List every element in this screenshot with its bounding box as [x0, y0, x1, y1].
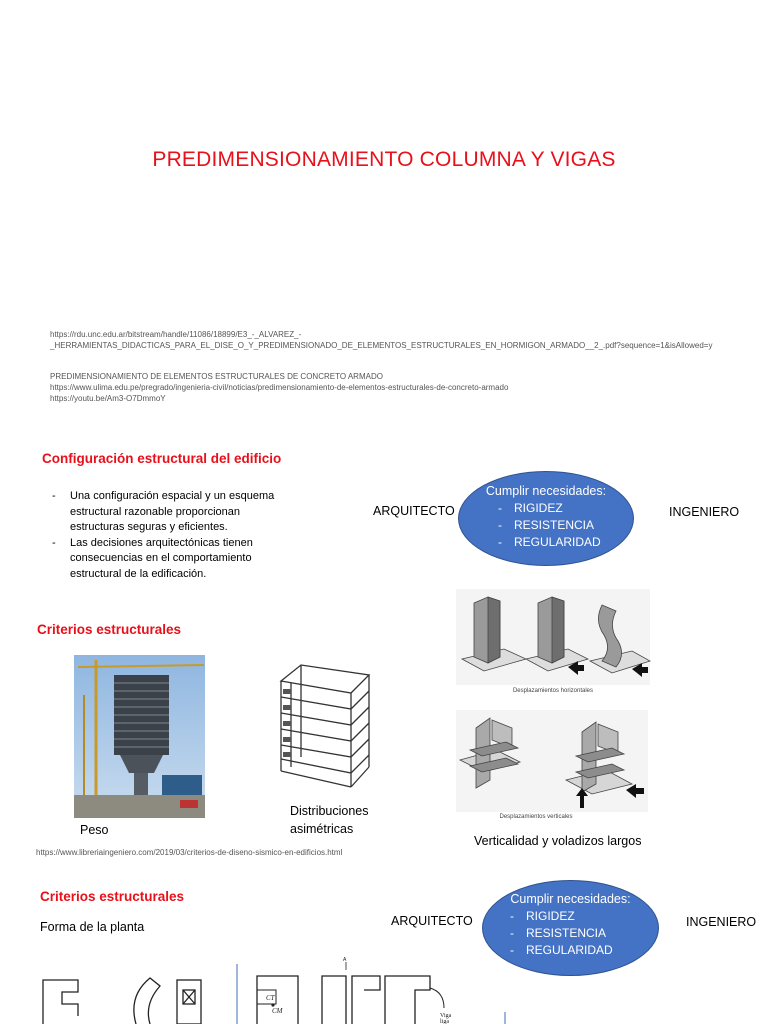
vertical-displacement-drawing	[456, 710, 648, 812]
needs-item: - RIGIDEZ	[496, 500, 601, 517]
ingeniero-label: INGENIERO	[669, 505, 740, 519]
arquitecto-label: ARQUITECTO	[373, 504, 455, 518]
reference-link-4[interactable]: https://youtu.be/Am3-O7DmmoY	[50, 394, 166, 403]
caption-vertical: Desplazamientos verticales	[499, 814, 573, 820]
bullet-list	[52, 489, 282, 582]
caption-asimetricas-line1: Distribuciones	[290, 804, 369, 818]
building-photo	[74, 655, 205, 818]
needs-item: - REGULARIDAD	[496, 534, 601, 551]
plan-label-viga: Viga	[440, 1013, 452, 1019]
bullet-item: - Una configuración espacial y un esquema estructural razonable proporcionan estructuras seguras y eficientes.	[52, 489, 282, 536]
plan-label-cm: CM	[272, 1007, 283, 1015]
caption-horizontal: Desplazamientos horizontales	[512, 688, 594, 694]
needs-list	[496, 500, 601, 551]
caption-asimetricas	[290, 802, 369, 838]
plan-label-ct: CT	[266, 994, 275, 1002]
ingeniero-label-2: INGENIERO	[686, 915, 757, 929]
page-title: PREDIMENSIONAMIENTO COLUMNA Y VIGAS	[152, 148, 616, 171]
needs-heading-2: Cumplir necesidades:	[510, 892, 631, 906]
needs-list-2	[508, 908, 613, 959]
arquitecto-label-2: ARQUITECTO	[391, 914, 473, 928]
plan-label-liga: liga	[440, 1019, 449, 1024]
horizontal-displacement-drawing	[456, 589, 650, 685]
plan-label-marker: A	[343, 957, 347, 963]
section-heading-criterios: Criterios estructurales	[37, 622, 182, 637]
caption-peso: Peso	[80, 823, 109, 837]
asymmetric-building-drawing	[279, 663, 371, 789]
plan-shapes-drawing	[40, 957, 768, 1024]
bullet-item: - Las decisiones arquitectónicas tienen consecuencias en el comportamiento estructural de la edificación.	[52, 536, 282, 583]
needs-ellipse	[458, 471, 634, 566]
reference-link-3[interactable]: https://www.ulima.edu.pe/pregrado/ingenieria-civil/noticias/predimensionamiento-de-elementos-estructurales-de-concreto-armado	[50, 383, 509, 392]
needs-item: - RESISTENCIA	[496, 517, 601, 534]
reference-block-2	[50, 371, 508, 404]
reference-title: PREDIMENSIONAMIENTO DE ELEMENTOS ESTRUCTURALES DE CONCRETO ARMADO	[50, 372, 383, 381]
caption-asimetricas-line2: asimétricas	[290, 822, 354, 836]
reference-link-1[interactable]: https://rdu.unc.edu.ar/bitstream/handle/11086/18899/E3_-_ALVAREZ_-	[50, 330, 302, 339]
section-heading-configuracion: Configuración estructural del edificio	[42, 451, 282, 466]
reference-block-1	[50, 329, 712, 351]
source-link[interactable]: https://www.libreriaingeniero.com/2019/03/criterios-de-diseno-sismico-en-edificios.html	[36, 848, 343, 857]
needs-item: - RIGIDEZ	[508, 908, 613, 925]
caption-verticalidad: Verticalidad y voladizos largos	[474, 834, 642, 848]
needs-heading: Cumplir necesidades:	[485, 484, 607, 498]
needs-item: - RESISTENCIA	[508, 925, 613, 942]
section-heading-criterios-2: Criterios estructurales	[40, 889, 185, 904]
reference-link-2[interactable]: _HERRAMIENTAS_DIDACTICAS_PARA_EL_DISE_O_Y_PREDIMENSIONADO_DE_ELEMENTOS_ESTRUCTURALES_EN_HORMIGON_ARMADO__2_.pdf?sequence=1&isAllowed=y	[50, 341, 713, 350]
needs-item: - REGULARIDAD	[508, 942, 613, 959]
subheading-forma-planta: Forma de la planta	[40, 920, 145, 934]
